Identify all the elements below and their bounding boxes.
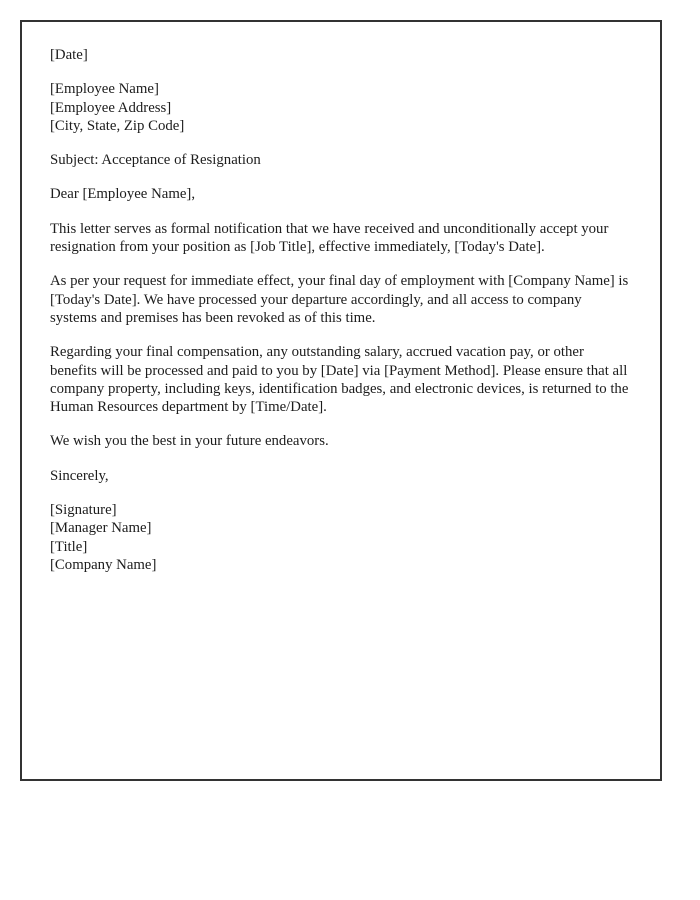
farewell-line: We wish you the best in your future endeavors.: [50, 433, 329, 450]
recipient-address-line: [Employee Address]: [50, 99, 172, 116]
subject-block: [50, 151, 632, 169]
salutation-line: Dear [Employee Name],: [50, 186, 196, 203]
recipient-city-state-zip-line: [City, State, Zip Code]: [50, 117, 185, 134]
company-name-line: [Company Name]: [50, 556, 157, 573]
manager-title-line: [Title]: [50, 538, 88, 555]
letter-page: [20, 20, 662, 781]
closing-line: Sincerely,: [50, 467, 109, 484]
salutation-block: [50, 185, 632, 203]
signature-block: [50, 501, 632, 574]
body-paragraph-2: As per your request for immediate effect, your final day of employment with [Company Name] is [Today's Date]. We have processed your departure accordingly, and all access to company systems and premises has been revoked as of this time.: [50, 273, 629, 326]
signature-line: [Signature]: [50, 502, 117, 519]
recipient-address-block: [50, 80, 632, 135]
recipient-name-line: [Employee Name]: [50, 81, 159, 98]
closing-block: [50, 467, 632, 485]
body-paragraph-1: This letter serves as formal notification that we have received and unconditionally accept your resignation from your position as [Job Title], effective immediately, [Today's Date].: [50, 220, 609, 256]
date-block: [50, 46, 632, 64]
manager-name-line: [Manager Name]: [50, 520, 152, 537]
date-line: [Date]: [50, 47, 88, 63]
body-paragraph-3: Regarding your final compensation, any outstanding salary, accrued vacation pay, or other benefits will be processed and paid to you by [Date] via [Payment Method]. Please ensure that all company property, including keys, identification badges, and electronic devices, is returned to the Human Resources department by [Time/Date].: [50, 344, 629, 416]
subject-line: Subject: Acceptance of Resignation: [50, 152, 261, 169]
